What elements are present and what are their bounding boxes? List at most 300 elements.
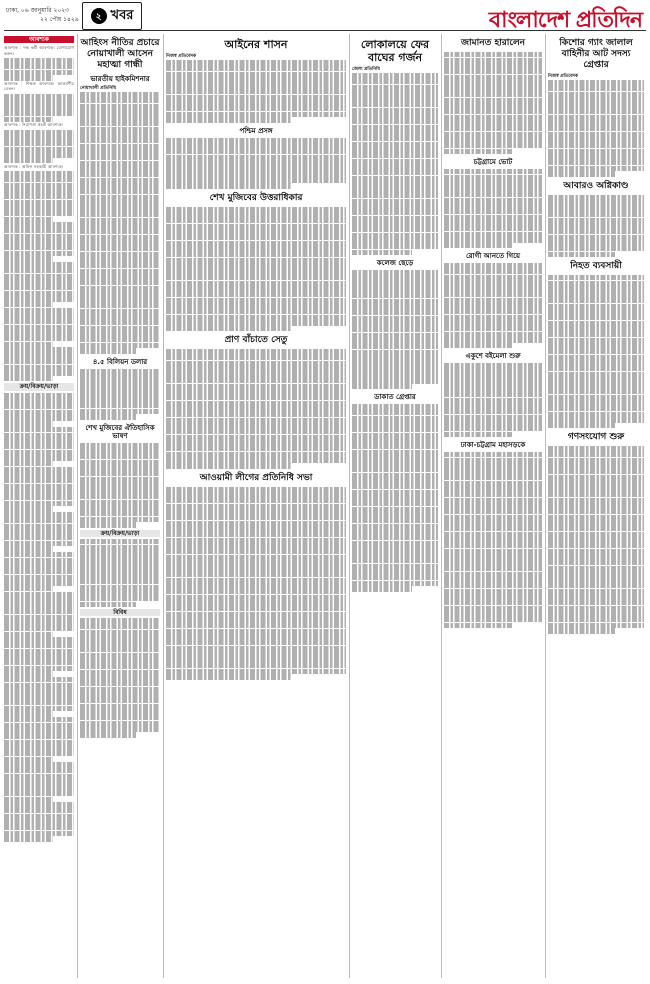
page-badge (82, 2, 142, 30)
text-line (352, 427, 438, 432)
text-line (352, 193, 438, 198)
classified-notice: আবশ্যক : দক্ষ কর্মী আবশ্যক। যোগাযোগ করুন। (4, 45, 74, 56)
text-line (4, 808, 74, 813)
text-line (80, 596, 160, 601)
text-line (80, 687, 160, 692)
text-line (444, 375, 542, 380)
text-line (444, 143, 542, 148)
text-line (4, 580, 74, 585)
text-line (166, 355, 346, 360)
text-line (548, 611, 644, 616)
text-line (548, 160, 644, 165)
text-line (4, 717, 74, 722)
text-line (548, 120, 644, 125)
text-line (4, 489, 74, 494)
text-line (444, 492, 542, 497)
story-headline: নিহত ব্যবসায়ী (570, 261, 622, 272)
text-line (548, 383, 644, 388)
text-line (166, 560, 346, 565)
text-line (4, 518, 74, 523)
text-line (80, 127, 160, 132)
column-seven (548, 34, 644, 978)
text-line (548, 458, 644, 463)
text-line (4, 524, 74, 529)
story-byline: নিজস্ব প্রতিবেদক (166, 54, 197, 59)
text-line (352, 108, 438, 113)
text-line (548, 92, 644, 97)
text-line (80, 286, 160, 291)
text-line (4, 130, 74, 135)
text-line (166, 149, 346, 154)
text-line (80, 471, 160, 476)
text-line (352, 327, 438, 332)
text-line (80, 380, 160, 385)
story-headline: চট্টগ্রামে ভোট (473, 158, 513, 167)
text-line (352, 355, 438, 360)
text-line (548, 275, 644, 280)
text-line (444, 198, 542, 203)
text-line (444, 543, 542, 548)
text-line (352, 586, 412, 591)
text-line (166, 172, 346, 177)
text-line (80, 121, 160, 126)
text-line (548, 286, 644, 291)
text-line (548, 235, 644, 240)
text-line (80, 189, 160, 194)
text-line (444, 109, 542, 114)
text-line (548, 143, 644, 148)
text-line (548, 515, 644, 520)
text-line (4, 319, 74, 324)
text-line (4, 75, 53, 80)
text-line (548, 560, 644, 565)
text-line (548, 406, 644, 411)
text-line (166, 395, 346, 400)
text-line (444, 594, 542, 599)
text-line (4, 643, 74, 648)
text-line (80, 218, 160, 223)
text-line (4, 245, 74, 250)
text-line (166, 600, 346, 605)
text-line (444, 520, 542, 525)
text-line (80, 229, 160, 234)
text-line (80, 149, 160, 154)
text-line (4, 347, 74, 352)
text-line (444, 280, 542, 285)
text-line (80, 579, 160, 584)
text-line (166, 60, 346, 65)
text-line (444, 120, 542, 125)
text-line (548, 137, 644, 142)
text-line (444, 243, 513, 248)
text-line (4, 336, 74, 341)
text-line (352, 170, 438, 175)
text-line (444, 103, 542, 108)
text-line (444, 398, 542, 403)
text-line (548, 532, 644, 537)
text-line (80, 104, 160, 109)
text-line (548, 526, 644, 531)
text-line (548, 377, 644, 382)
text-line (166, 224, 346, 229)
text-line (80, 337, 160, 342)
column-divider (77, 34, 78, 978)
text-line (444, 132, 542, 137)
text-line (4, 296, 74, 301)
text-line (548, 492, 644, 497)
text-line (444, 566, 542, 571)
text-line (166, 538, 346, 543)
text-line (4, 421, 53, 426)
text-line (352, 378, 438, 383)
text-line (548, 486, 644, 491)
text-line (4, 575, 74, 580)
text-line (166, 583, 346, 588)
text-line (166, 372, 346, 377)
text-line (4, 535, 74, 540)
text-line (4, 677, 74, 682)
text-line (4, 757, 53, 762)
text-line (80, 726, 160, 731)
text-line (166, 651, 346, 656)
text-line (444, 175, 542, 180)
text-line (444, 458, 542, 463)
text-line (80, 320, 160, 325)
text-line (4, 274, 74, 279)
text-line (80, 602, 136, 607)
text-line (352, 153, 438, 158)
text-line (166, 549, 346, 554)
text-line (4, 694, 74, 699)
text-line (4, 654, 74, 659)
text-line (166, 298, 346, 303)
text-line (4, 597, 74, 602)
text-line (444, 326, 542, 331)
text-line (352, 461, 438, 466)
text-line (4, 398, 74, 403)
text-line (548, 349, 644, 354)
text-line (352, 455, 438, 460)
text-line (80, 704, 160, 709)
text-line (80, 494, 160, 499)
text-line (4, 211, 74, 216)
text-line (4, 779, 74, 784)
text-line (4, 563, 74, 568)
text-line (4, 171, 74, 176)
story-headline: শেখ মুজিবের ঐতিহাসিক ভাষণ (85, 423, 155, 440)
text-line (4, 467, 74, 472)
text-line (444, 332, 542, 337)
classifieds-section: ক্রয়/বিক্রয়/ভাড়া (4, 383, 74, 390)
text-line (548, 326, 644, 331)
text-line (166, 406, 346, 411)
text-line (166, 669, 346, 674)
text-line (444, 226, 542, 231)
text-line (166, 100, 346, 105)
text-line (4, 814, 74, 819)
text-line (548, 423, 615, 428)
text-line (4, 825, 74, 830)
text-line (166, 532, 346, 537)
text-line (4, 111, 74, 116)
text-line (4, 558, 74, 563)
text-line (352, 119, 438, 124)
text-line (166, 504, 346, 509)
text-line (4, 450, 74, 455)
story-headline: ঢাকা-চট্টগ্রাম মহাসড়কে (460, 441, 526, 450)
story-headline: কলেজ ছেড়ে (376, 259, 414, 268)
text-line (444, 232, 542, 237)
text-line (166, 606, 346, 611)
text-line (444, 515, 542, 520)
text-line (80, 488, 160, 493)
text-line (80, 195, 160, 200)
text-line (4, 342, 53, 347)
story-byline: নোয়াখালী প্রতিনিধি (80, 86, 117, 91)
text-line (352, 102, 438, 107)
text-line (166, 429, 346, 434)
text-line (548, 149, 644, 154)
text-line (80, 200, 160, 205)
text-line (352, 450, 438, 455)
text-line (166, 526, 346, 531)
text-line (80, 274, 160, 279)
text-line (4, 200, 74, 205)
text-line (166, 269, 346, 274)
text-line (80, 223, 160, 228)
text-line (4, 438, 74, 443)
text-line (4, 484, 74, 489)
text-line (166, 378, 346, 383)
text-line (444, 69, 542, 74)
text-line (4, 774, 74, 779)
classified-notice: আবশ্যক : অফিস সহকারী আবশ্যক। (4, 163, 64, 169)
text-line (352, 227, 438, 232)
text-line (4, 433, 74, 438)
text-line (548, 395, 644, 400)
text-line (352, 581, 438, 586)
text-line (444, 532, 542, 537)
text-line (4, 194, 74, 199)
page-number: ২ (91, 8, 107, 24)
text-line (166, 674, 292, 679)
text-line (352, 310, 438, 315)
text-line (80, 477, 160, 482)
text-line (548, 229, 644, 234)
text-line (166, 515, 346, 520)
text-line (548, 520, 644, 525)
text-line (444, 92, 542, 97)
text-line (548, 417, 644, 422)
classifieds-section: ক্রয়/বিক্রয়/ভাড়া (80, 530, 160, 537)
text-line (80, 240, 160, 245)
header-rule (4, 30, 646, 31)
text-line (166, 463, 292, 468)
text-line (166, 292, 346, 297)
story-headline: প্রাণ বাঁচাতে সেতু (224, 335, 288, 346)
text-line (4, 251, 74, 256)
text-line (548, 206, 644, 211)
text-line (166, 623, 346, 628)
text-line (166, 389, 346, 394)
text-line (352, 546, 438, 551)
text-line (4, 359, 74, 364)
text-line (444, 80, 542, 85)
text-line (548, 571, 644, 576)
text-line (444, 86, 542, 91)
text-line (548, 628, 615, 633)
text-line (352, 564, 438, 569)
text-line (444, 309, 542, 314)
text-line (4, 734, 74, 739)
text-line (352, 421, 438, 426)
text-line (444, 380, 542, 385)
text-line (80, 331, 160, 336)
text-line (80, 522, 136, 527)
section-name: খবর (110, 7, 134, 23)
text-line (166, 212, 346, 217)
text-line (548, 355, 644, 360)
text-line (352, 125, 438, 130)
text-line (4, 740, 74, 745)
text-line (444, 369, 542, 374)
text-line (4, 620, 74, 625)
column-six (444, 34, 542, 978)
text-line (166, 657, 346, 662)
text-line (4, 506, 53, 511)
text-line (80, 391, 160, 396)
text-line (4, 671, 53, 676)
text-line (352, 344, 438, 349)
text-line (352, 361, 438, 366)
text-line (352, 85, 438, 90)
story-headline: আহিংস নীতির প্রচারে নোয়াখালী আসেন মহাত্মা গান্ধী (80, 38, 160, 70)
text-line (352, 569, 438, 574)
text-line (166, 77, 346, 82)
text-line (352, 473, 438, 478)
text-line (4, 700, 74, 705)
story-headline: আওয়ামী লীগের প্রতিনিধি সভা (199, 472, 313, 483)
text-line (444, 209, 542, 214)
text-line (444, 623, 513, 628)
text-line (4, 64, 74, 69)
text-line (4, 706, 74, 711)
column-divider (163, 34, 164, 978)
text-line (352, 552, 438, 557)
text-line (80, 715, 160, 720)
text-line (352, 316, 438, 321)
text-line (80, 309, 160, 314)
text-line (352, 404, 438, 409)
text-line (166, 143, 346, 148)
classifieds-column (4, 34, 74, 978)
text-line (444, 392, 542, 397)
text-line (80, 403, 160, 408)
text-line (80, 155, 160, 160)
text-line (4, 256, 53, 261)
text-line (166, 663, 346, 668)
text-line (166, 423, 346, 428)
text-line (80, 138, 160, 143)
text-line (80, 374, 160, 379)
text-line (352, 433, 438, 438)
text-line (166, 320, 346, 325)
text-line (444, 343, 513, 348)
text-line (4, 410, 74, 415)
text-line (4, 592, 74, 597)
text-line (352, 238, 438, 243)
text-line (352, 270, 438, 275)
text-line (352, 113, 438, 118)
text-line (166, 117, 292, 122)
text-line (4, 751, 74, 756)
story-headline: শেখ মুজিবের উত্তরাধিকার (209, 192, 303, 203)
text-line (80, 556, 160, 561)
text-line (4, 279, 74, 284)
text-line (548, 298, 644, 303)
text-line (80, 647, 160, 652)
text-line (166, 435, 346, 440)
text-line (80, 721, 160, 726)
text-line (80, 675, 160, 680)
text-line (4, 330, 74, 335)
text-line (166, 138, 346, 143)
text-line (352, 507, 438, 512)
text-line (444, 115, 542, 120)
text-line (4, 239, 74, 244)
text-line (4, 637, 74, 642)
text-line (548, 171, 615, 176)
text-line (4, 234, 74, 239)
text-line (352, 444, 438, 449)
issue-date: ঢাকা, ০৬ জানুয়ারি ২০২৩ (6, 7, 70, 14)
text-line (166, 95, 346, 100)
text-line (4, 105, 74, 110)
text-line (444, 463, 542, 468)
text-line (444, 611, 542, 616)
text-line (166, 303, 346, 308)
text-line (4, 370, 74, 375)
text-line (80, 681, 160, 686)
text-line (80, 641, 160, 646)
text-line (166, 595, 346, 600)
text-line (4, 472, 74, 477)
text-line (166, 207, 346, 212)
text-line (352, 276, 438, 281)
text-line (352, 281, 438, 286)
lead-headline: আইনের শাসন (224, 38, 288, 51)
text-line (548, 446, 644, 451)
text-line (166, 617, 346, 622)
text-line (352, 199, 438, 204)
text-line (4, 649, 74, 654)
text-line (4, 603, 74, 608)
text-line (80, 664, 160, 669)
text-line (166, 166, 346, 171)
text-line (80, 252, 160, 257)
text-line (80, 653, 160, 658)
text-line (548, 218, 644, 223)
text-line (352, 384, 412, 389)
masthead (0, 0, 650, 33)
text-line (352, 250, 412, 255)
text-line (80, 109, 160, 114)
text-line (548, 80, 644, 85)
story-byline: নিজস্ব প্রতিবেদক (548, 74, 579, 79)
text-line (548, 246, 644, 251)
text-line (444, 554, 542, 559)
text-line (352, 90, 438, 95)
